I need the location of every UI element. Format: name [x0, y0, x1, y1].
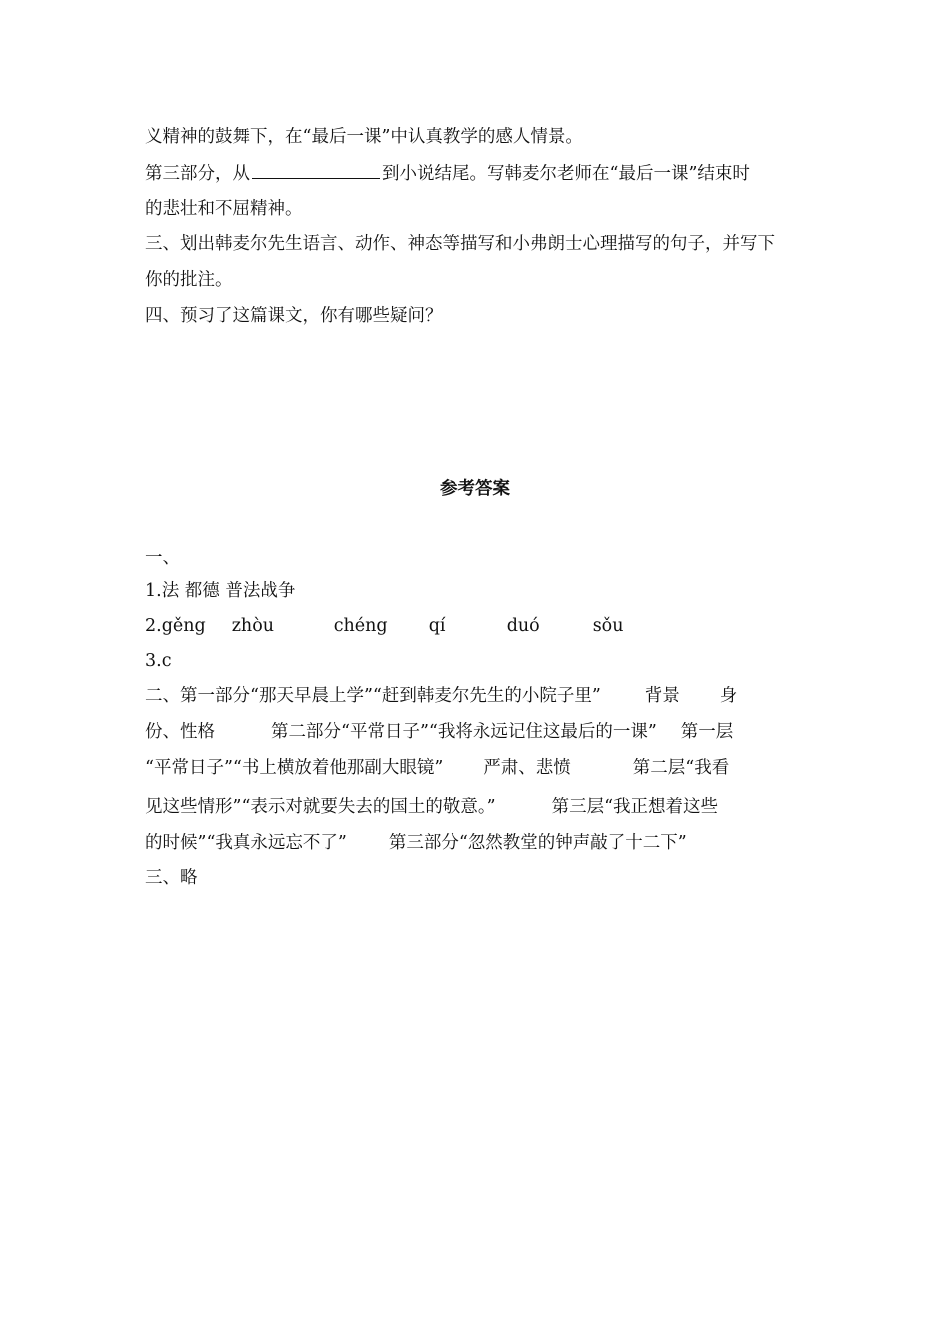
answer-2-keyword: 严肃、悲愤 [483, 758, 571, 778]
answer-2-text: 第二部分“平常日子”“我将永远记住这最后的一课” [271, 722, 657, 742]
answer-2-keyword: 份、性格 [145, 722, 215, 742]
pinyin-5: duó [506, 616, 540, 636]
answer-item-1: 1.法 都德 普法战争 [145, 581, 296, 601]
answer-2-text: 身 [719, 686, 738, 706]
fill-in-blank [252, 160, 380, 179]
answer-2-text: 二、第一部分“那天早晨上学”“赶到韩麦尔先生的小院子里” [145, 686, 601, 706]
answer-item-2-prefix: 2. [145, 616, 162, 636]
answer-2-text: 第二层“我看 [632, 758, 730, 778]
answer-section-3: 三、略 [145, 868, 198, 888]
pinyin-2: zhòu [231, 616, 275, 636]
answer-2-text: 的时候”“我真永远忘不了” [145, 833, 347, 853]
answer-item-3: 3.c [145, 651, 172, 671]
answer-section-title: 参考答案 [440, 479, 510, 499]
answer-section-1-label: 一、 [145, 548, 180, 568]
question-text-line-2 [145, 160, 750, 186]
pinyin-1: gěng [161, 616, 206, 636]
answer-2-text: 第三层“我正想着这些 [551, 797, 719, 817]
pinyin-3: chéng [333, 616, 388, 636]
question-text-line-2-start: 第三部分，从 [145, 164, 250, 184]
answer-2-text: “平常日子”“书上横放着他那副大眼镜” [145, 758, 444, 778]
answer-section-2-line-1 [145, 684, 737, 708]
question-4: 四、预习了这篇课文，你有哪些疑问？ [145, 306, 443, 326]
answer-section-2-line-5 [145, 831, 687, 855]
question-3-line-2: 你的批注。 [145, 270, 233, 290]
pinyin-4: qí [428, 616, 446, 636]
answer-2-text: 见这些情形”“表示对就要失去的国土的敬意。” [145, 797, 496, 817]
question-text-line-2-end: 到小说结尾。写韩麦尔老师在“最后一课”结束时 [382, 164, 750, 184]
answer-section-2-line-4 [145, 795, 718, 819]
answer-2-text: 第三部分“忽然教堂的钟声敲了十二下” [388, 833, 687, 853]
question-3-line-1: 三、划出韩麦尔先生语言、动作、神态等描写和小弗朗士心理描写的句子，并写下 [145, 234, 775, 254]
question-text-line-1: 义精神的鼓舞下，在“最后一课”中认真教学的感人情景。 [145, 127, 583, 147]
answer-section-2-line-3 [145, 756, 729, 780]
answer-2-text: 第一层 [680, 722, 734, 742]
answer-section-2-line-2 [145, 720, 733, 744]
pinyin-6: sǒu [592, 616, 624, 636]
question-text-line-3: 的悲壮和不屈精神。 [145, 199, 303, 219]
answer-item-2 [145, 614, 624, 638]
answer-2-keyword: 背景 [644, 686, 680, 706]
